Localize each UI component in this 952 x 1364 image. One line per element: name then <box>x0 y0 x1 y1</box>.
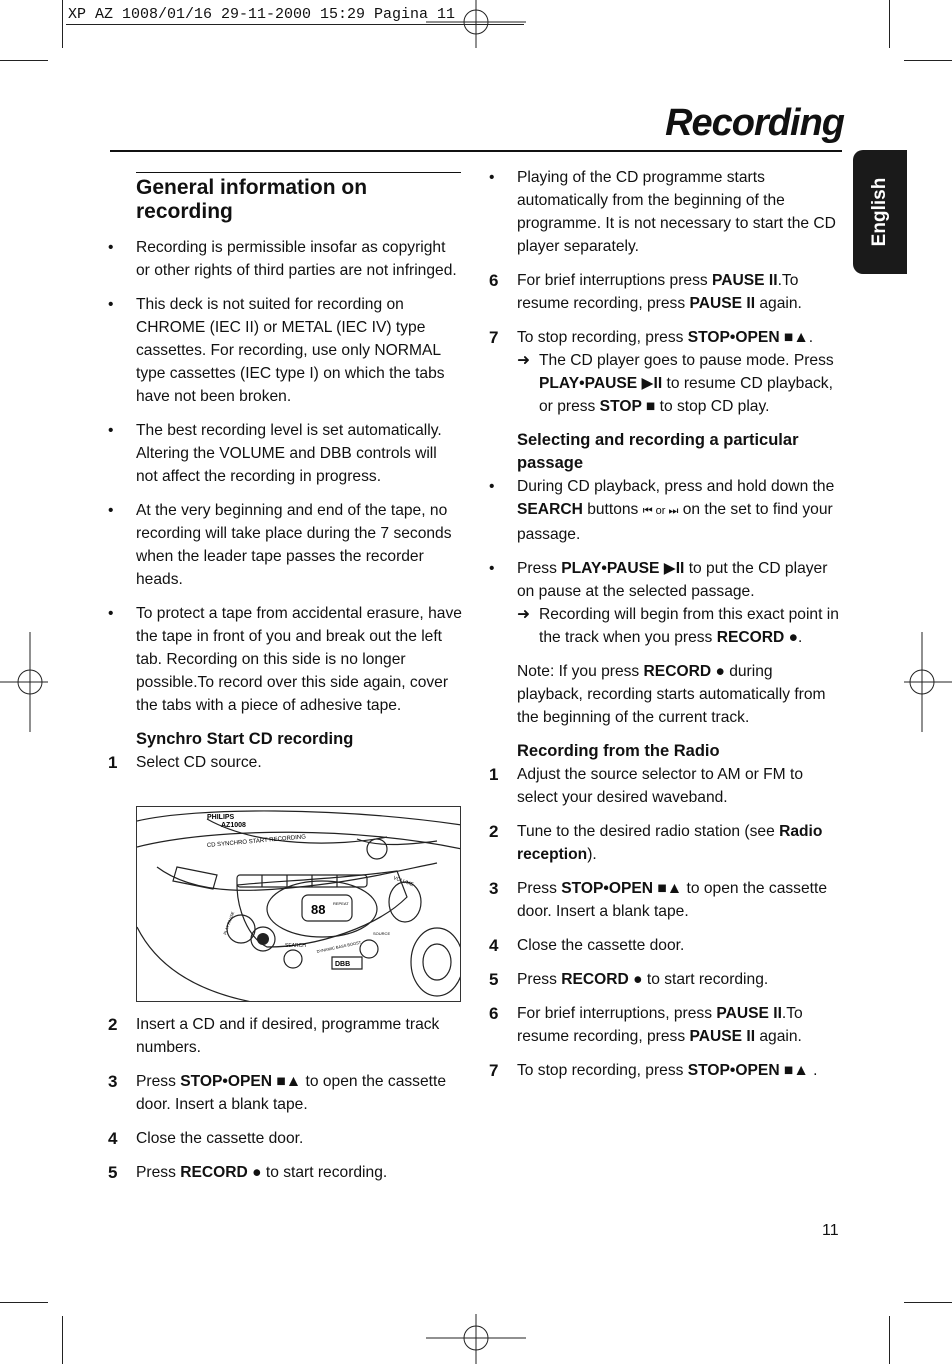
search-icons: ⏮ or ⏭ <box>642 505 679 517</box>
note-text: . <box>798 629 803 646</box>
key-label: PAUSE II <box>712 272 778 289</box>
note-text: Recording will begin from this exact point in the track when you press <box>539 606 839 646</box>
step-item <box>108 1013 462 1059</box>
list-item <box>108 499 462 591</box>
note-text: The CD player goes to pause mode. Press <box>539 352 834 369</box>
key-label: PAUSE II <box>689 295 756 312</box>
page-number: 11 <box>822 1222 839 1239</box>
result-note <box>517 603 841 649</box>
print-header: XP AZ 1008/01/16 29-11-2000 15:29 Pagina 11 <box>68 6 456 23</box>
key-label: RECORD ● <box>716 629 799 646</box>
step-text: again. <box>755 295 802 312</box>
step-text: to open the cassette door. Insert a blank tape. <box>136 1073 446 1113</box>
bullet-text: Playing of the CD programme starts automatically from the beginning of the programme. It is not necessary to start the CD player separately. <box>517 169 836 255</box>
key-label: STOP•OPEN ■▲ <box>561 880 683 897</box>
boombox-drawing <box>137 807 461 1002</box>
step-text: to start recording. <box>642 971 769 988</box>
key-label: RECORD ● <box>180 1164 262 1181</box>
step-item <box>108 1127 462 1150</box>
step-number: 2 <box>489 822 499 841</box>
step-text: To stop recording, press <box>517 329 688 346</box>
step-item <box>489 1002 841 1048</box>
note-text: to stop CD play. <box>655 398 770 415</box>
step-text: Close the cassette door. <box>136 1130 304 1147</box>
bullet-text: Press <box>517 560 562 577</box>
list-item <box>489 166 841 258</box>
repeat-label: REPEAT <box>333 901 349 906</box>
bullet-text: At the very beginning and end of the tape, no recording will take place during the 7 seconds when the leader tape passes the recorder heads. <box>136 502 452 588</box>
step-item <box>489 1059 841 1082</box>
bullet-text: During CD playback, press and hold down the <box>517 478 835 495</box>
left-column <box>108 176 462 774</box>
step-number: 6 <box>489 1004 499 1023</box>
list-item <box>108 293 462 408</box>
list-item <box>489 557 841 649</box>
step-number: 7 <box>489 1061 499 1080</box>
list-item <box>108 419 462 488</box>
step-text: ). <box>587 846 597 863</box>
step-text: again. <box>755 1028 802 1045</box>
boombox-illustration <box>136 806 461 1002</box>
step-text: For brief interruptions, press <box>517 1005 717 1022</box>
title-rule <box>110 150 842 152</box>
arrow-icon: ➜ <box>517 352 531 369</box>
step-text: Press <box>517 880 562 897</box>
step-item <box>489 934 841 957</box>
key-label: Radio reception <box>517 823 823 863</box>
bullet-text: to put the CD player on pause at the selected passage. <box>517 560 828 600</box>
bullet: • <box>108 239 114 256</box>
step-item <box>489 820 841 866</box>
section-rule <box>136 172 461 173</box>
bullet-text: The best recording level is set automatically. Altering the VOLUME and DBB controls will not affect the recording in progress. <box>136 422 442 485</box>
arrow-icon: ➜ <box>517 606 531 623</box>
note-text: Note: If you press <box>517 663 644 680</box>
bullet: • <box>108 605 114 622</box>
step-text: Select CD source. <box>136 754 262 771</box>
bullet: • <box>489 169 495 186</box>
result-note <box>517 349 841 418</box>
note-text: during playback, recording starts automatically from the beginning of the current track. <box>517 663 826 726</box>
step-text: to start recording. <box>261 1164 388 1181</box>
key-label: PLAY•PAUSE ▶II <box>561 560 685 577</box>
step-text: Press <box>136 1164 181 1181</box>
step-text: Adjust the source selector to AM or FM to select your desired waveband. <box>517 766 804 806</box>
step-number: 6 <box>489 271 499 290</box>
key-label: STOP•OPEN ■▲ <box>687 329 809 346</box>
step-number: 3 <box>108 1072 118 1091</box>
bullet-text: To protect a tape from accidental erasure, have the tape in front of you and break out the left tab. Recording on this side is no longer possible.To record over this side again, cover the tabs with a piece of adhesive tape. <box>136 605 462 714</box>
brand-label: PHILIPS <box>207 814 235 821</box>
step-number: 5 <box>108 1163 118 1182</box>
dbb-text-label: DYNAMIC BASS BOOST <box>316 939 362 954</box>
key-label: STOP ■ <box>599 398 656 415</box>
key-label: PLAY•PAUSE ▶II <box>539 375 663 392</box>
dbb-label: DBB <box>335 961 351 968</box>
left-column-steps <box>108 1013 462 1184</box>
step-number: 4 <box>489 936 499 955</box>
step-item <box>489 763 841 809</box>
step-number: 7 <box>489 328 499 347</box>
bullet: • <box>108 502 114 519</box>
key-label: STOP•OPEN ■▲ <box>180 1073 302 1090</box>
radio-heading: Recording from the Radio <box>517 742 720 760</box>
key-label: PAUSE II <box>716 1005 782 1022</box>
stop-button-icon <box>257 933 269 945</box>
strip-label: CD SYNCHRO START RECORDING <box>206 834 307 849</box>
header-underline <box>66 24 524 25</box>
step-text: .To resume recording, press <box>517 272 799 312</box>
bullet-text: This deck is not suited for recording on CHROME (IEC II) or METAL (IEC IV) type cassettes. For recording, use only NORMAL type cassettes (IEC type I) on which the tabs have not been broken. <box>136 296 445 405</box>
model-label: AZ1008 <box>221 822 246 829</box>
step-text: Press <box>517 971 562 988</box>
volume-label: VOLUME <box>392 875 415 889</box>
step-text: . <box>808 329 814 346</box>
page-title: Recording <box>665 102 844 144</box>
step-item <box>489 877 841 923</box>
bullet: • <box>489 560 495 577</box>
bullet-text: buttons <box>582 501 643 518</box>
step-text: Press <box>136 1073 181 1090</box>
note-paragraph <box>489 660 841 729</box>
bullet: • <box>108 296 114 313</box>
key-label: STOP•OPEN ■▲ <box>687 1062 809 1079</box>
list-item <box>489 475 841 546</box>
step-item <box>489 968 841 991</box>
step-text: For brief interruptions press <box>517 272 712 289</box>
step-item <box>108 1161 462 1184</box>
note-text: to resume CD playback, or press <box>539 375 833 415</box>
search-label: SEARCH <box>285 943 306 949</box>
step-number: 4 <box>108 1129 118 1148</box>
general-heading: General information on recording <box>136 176 368 223</box>
language-tab <box>853 150 907 274</box>
step-number: 2 <box>108 1015 118 1034</box>
passage-heading: Selecting and recording a particular passage <box>517 431 799 472</box>
synchro-heading: Synchro Start CD recording <box>136 730 354 748</box>
step-item <box>108 1070 462 1116</box>
step-text: Tune to the desired radio station (see <box>517 823 780 840</box>
step-number: 1 <box>108 753 118 772</box>
step-text: Insert a CD and if desired, programme track numbers. <box>136 1016 440 1056</box>
step-item <box>108 751 462 774</box>
play-pause-label: PLAY PAUSE <box>222 910 236 936</box>
step-text: . <box>808 1062 818 1079</box>
right-column <box>489 166 841 1082</box>
bullet-text: Recording is permissible insofar as copyright or other rights of third parties are not infringed. <box>136 239 457 279</box>
step-text: .To resume recording, press <box>517 1005 803 1045</box>
display-digits: 88 <box>311 902 326 917</box>
step-text: to open the cassette door. Insert a blank tape. <box>517 880 827 920</box>
key-label: RECORD ● <box>561 971 643 988</box>
bullet-text: on the set to find your passage. <box>517 501 833 543</box>
source-label: SOURCE <box>373 931 391 936</box>
step-text: Close the cassette door. <box>517 937 685 954</box>
language-tab-label: English <box>869 177 890 247</box>
list-item <box>108 236 462 282</box>
list-item <box>108 602 462 717</box>
step-text: To stop recording, press <box>517 1062 688 1079</box>
step-item <box>489 326 841 418</box>
key-label: SEARCH <box>517 501 583 518</box>
key-label: PAUSE II <box>689 1028 756 1045</box>
step-item <box>489 269 841 315</box>
step-number: 3 <box>489 879 499 898</box>
step-number: 1 <box>489 765 499 784</box>
bullet: • <box>489 478 495 495</box>
key-label: RECORD ● <box>643 663 725 680</box>
bullet: • <box>108 422 114 439</box>
step-number: 5 <box>489 970 499 989</box>
